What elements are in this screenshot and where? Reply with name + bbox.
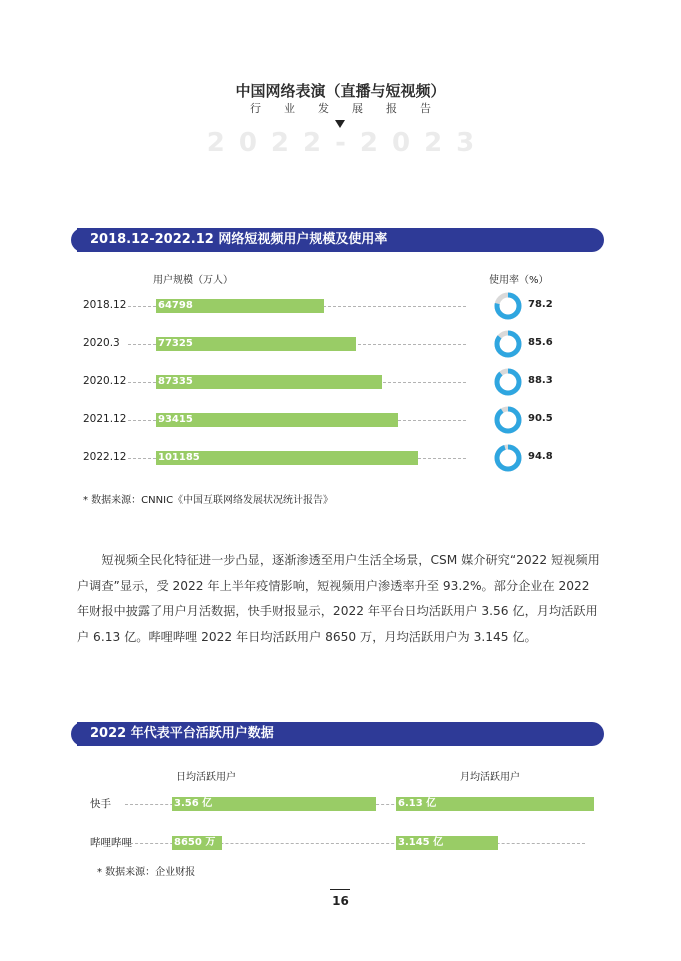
row-label: 2018.12 [83, 299, 127, 311]
row-label: 2021.12 [83, 413, 127, 425]
column-header-daily: 日均活跃用户 [176, 772, 236, 783]
usage-rate-label: 85.6 [528, 337, 553, 348]
bar-value-label: 3.145 亿 [398, 837, 444, 848]
usage-rate-label: 90.5 [528, 413, 553, 424]
bar-value-label: 3.56 亿 [174, 798, 213, 809]
column-header-monthly: 月均活跃用户 [460, 772, 520, 783]
daily-active-bar [172, 836, 222, 850]
report-subtitle: 行业发展报告 [250, 102, 454, 115]
body-paragraph: 短视频全民化特征进一步凸显，逐渐渗透至用户生活全场景，CSM 媒介研究“2022 短视频用户调查”显示，受 2022 年上半年疫情影响，短视频用户渗透率升至 93.2%。部分企业在 2022 年财报中披露了用户月活数据，快手财报显示，2022 年平台日均活跃用户 3.56 亿，月均活跃用户 6.13 亿。哔哩哔哩 2022 年日均活跃用户 8650 万，月均活跃用户为 3.145 亿。 [77, 553, 600, 645]
row-label: 快手 [90, 798, 111, 810]
bar-value-label: 93415 [158, 414, 193, 425]
column-header-rate: 使用率（%） [489, 275, 549, 286]
report-year-range: 2022-2023 [206, 128, 489, 158]
bar-value-label: 101185 [158, 452, 200, 463]
row-label: 2020.3 [83, 337, 120, 349]
usage-rate-label: 78.2 [528, 299, 553, 310]
section-heading-text: 2018.12-2022.12 网络短视频用户规模及使用率 [90, 232, 388, 247]
daily-active-bar [172, 797, 376, 811]
usage-rate-label: 88.3 [528, 375, 553, 386]
monthly-active-bar [396, 797, 594, 811]
row-label: 哔哩哔哩 [90, 837, 132, 849]
monthly-active-bar [396, 836, 498, 850]
page-number-rule [330, 889, 350, 890]
bar-value-label: 77325 [158, 338, 193, 349]
source-note-1: * 数据来源：CNNIC《中国互联网络发展状况统计报告》 [83, 495, 334, 506]
section-heading-text: 2022 年代表平台活跃用户数据 [90, 726, 274, 741]
bar-value-label: 87335 [158, 376, 193, 387]
bar-value-label: 64798 [158, 300, 193, 311]
column-header-users: 用户规模（万人） [153, 275, 233, 286]
source-note-2: * 数据来源：企业财报 [97, 867, 196, 878]
row-label: 2020.12 [83, 375, 127, 387]
page-number: 16 [332, 894, 349, 908]
bar-value-label: 8650 万 [174, 837, 216, 848]
row-label: 2022.12 [83, 451, 127, 463]
usage-rate-label: 94.8 [528, 451, 553, 462]
bar-value-label: 6.13 亿 [398, 798, 437, 809]
report-title: 中国网络表演（直播与短视频） [235, 82, 446, 100]
